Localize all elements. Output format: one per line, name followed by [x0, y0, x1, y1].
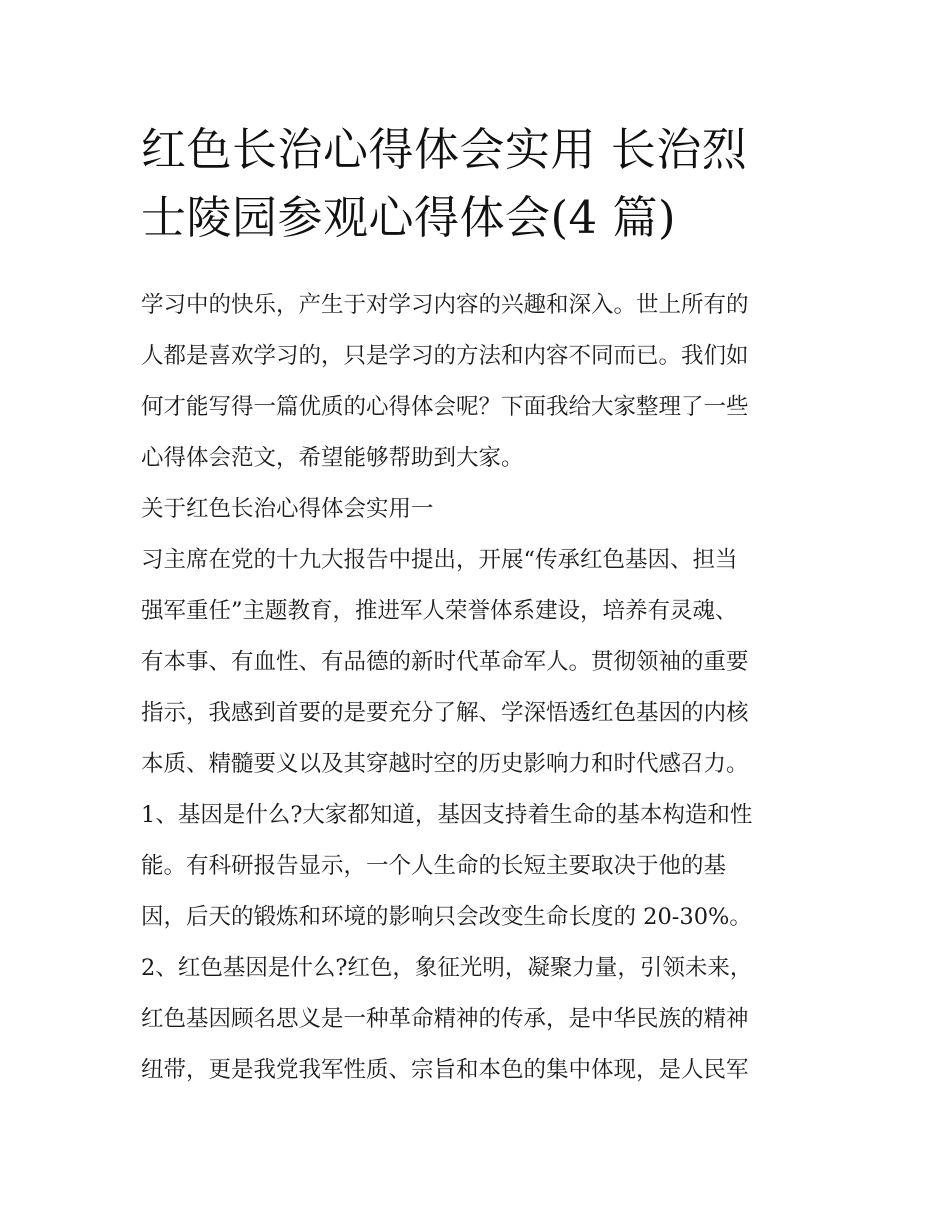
title-line: 红色长治心得体会实用 长治烈: [141, 123, 748, 176]
intro-paragraph-line: 何才能写得一篇优质的心得体会呢？下面我给大家整理了一些: [141, 394, 749, 420]
point-2-line: 纽带，更是我党我军性质、宗旨和本色的集中体现，是人民军: [141, 1057, 749, 1083]
point-2-line: 红色基因顾名思义是一种革命精神的传承，是中华民族的精神: [141, 1006, 749, 1032]
body-paragraph-line: 习主席在党的十九大报告中提出，开展“传承红色基因、担当: [141, 547, 738, 573]
intro-paragraph-line: 学习中的快乐，产生于对学习内容的兴趣和深入。世上所有的: [141, 292, 749, 318]
document-body: [141, 280, 813, 1096]
intro-paragraph-line: 人都是喜欢学习的，只是学习的方法和内容不同而已。我们如: [141, 343, 749, 369]
body-paragraph-line: 本质、精髓要义以及其穿越时空的历史影响力和时代感召力。: [141, 751, 749, 777]
body-paragraph-line: 有本事、有血性、有品德的新时代革命军人。贯彻领袖的重要: [141, 649, 749, 675]
title-line: 士陵园参观心得体会(4 篇): [141, 191, 677, 244]
document-title: [141, 116, 821, 252]
point-1-line: 因，后天的锻炼和环境的影响只会改变生命长度的 20-30%。: [141, 904, 752, 930]
section-heading: 关于红色长治心得体会实用一: [141, 496, 434, 522]
point-2-line: 2、红色基因是什么?红色，象征光明，凝聚力量，引领未来，: [141, 955, 753, 981]
point-1-line: 能。有科研报告显示，一个人生命的长短主要取决于他的基: [141, 853, 727, 879]
body-paragraph-line: 强军重任”主题教育，推进军人荣誉体系建设，培养有灵魂、: [141, 598, 738, 624]
body-paragraph-line: 指示，我感到首要的是要充分了解、学深悟透红色基因的内核: [141, 700, 749, 726]
point-1-line: 1、基因是什么?大家都知道，基因支持着生命的基本构造和性: [141, 802, 753, 828]
intro-paragraph-line: 心得体会范文，希望能够帮助到大家。: [141, 445, 524, 471]
